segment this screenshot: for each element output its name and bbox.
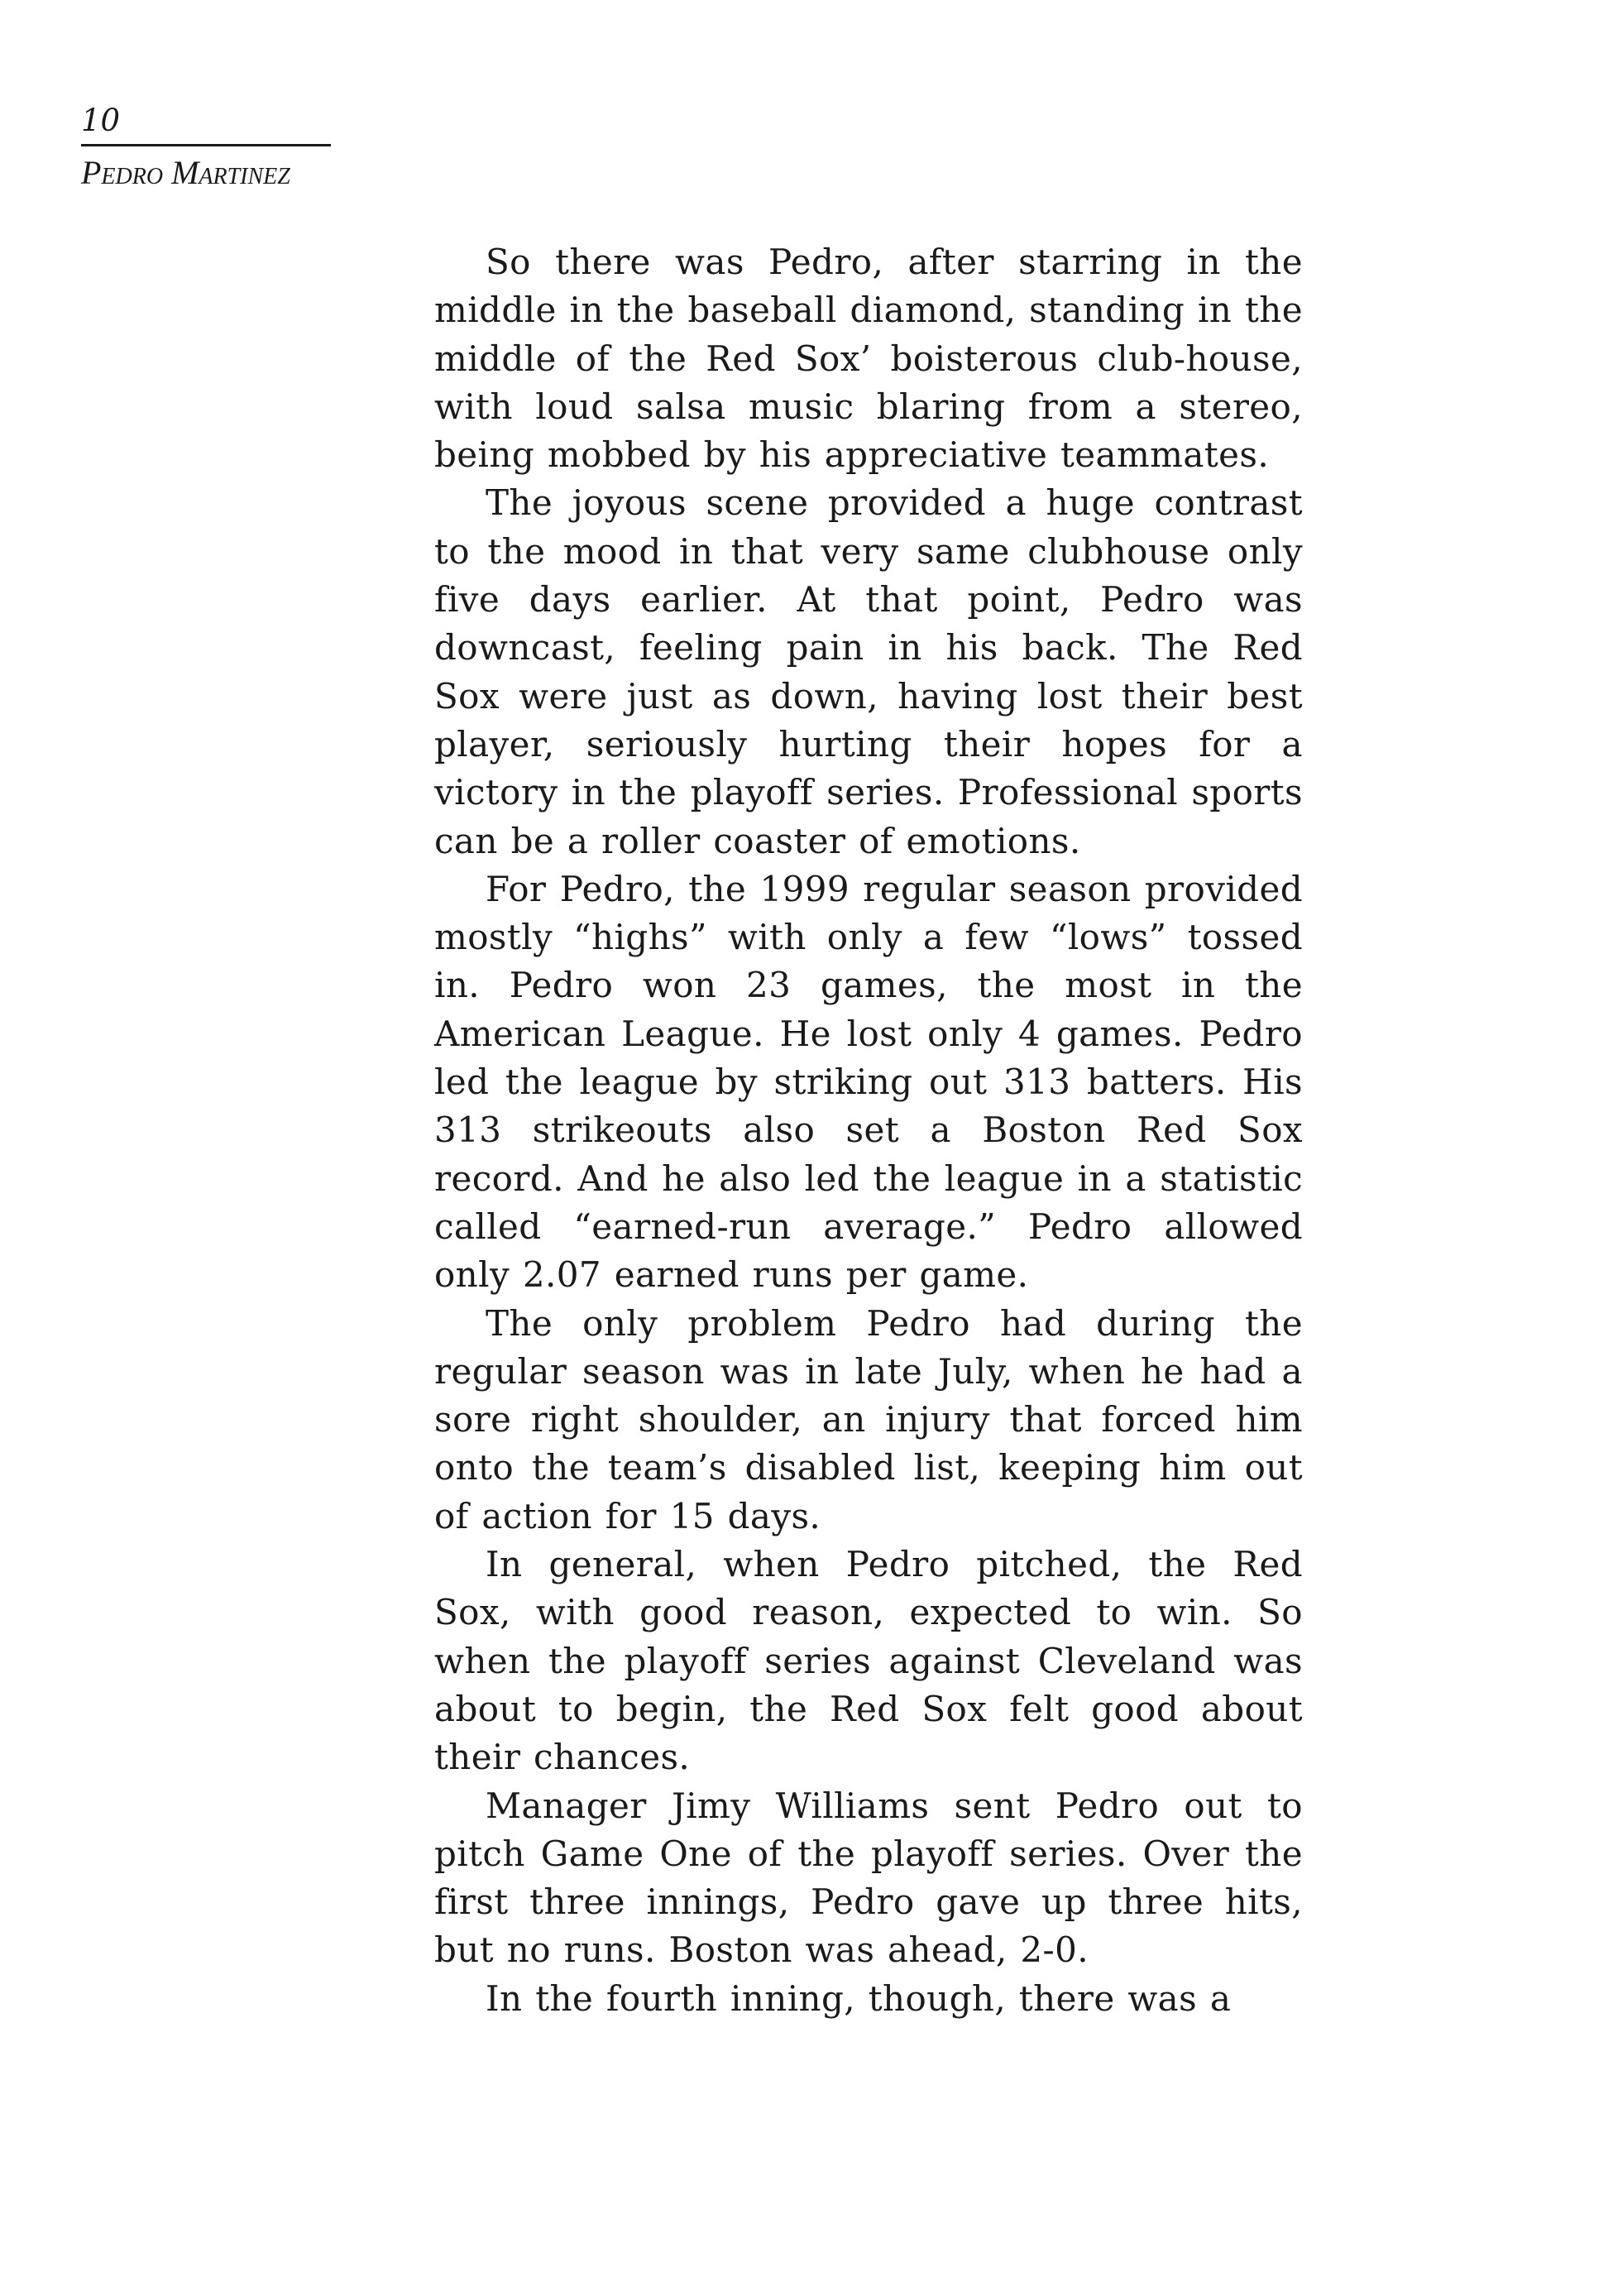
paragraph: The joyous scene provided a huge contrast to the mood in that very same clubhouse only five days earlier. At that point, Pedro was downcast, feeling pain in his back. The Red Sox were just as down, having lost their best player, seriously hurting their hopes for a victory in the playoff series. Professional sports can be a roller coaster of emotions.: [434, 482, 1303, 861]
running-title: Pedro Martinez: [81, 154, 290, 191]
paragraph: So there was Pedro, after starring in the middle in the baseball diamond, standing in the middle of the Red Sox’ boisterous club-house, with loud salsa music blaring from a stereo, being mobbed by his appreciative teammates.: [434, 242, 1303, 476]
paragraph: In the fourth inning, though, there was a: [486, 1977, 1232, 2019]
paragraph: In general, when Pedro pitched, the Red Sox, with good reason, expected to win. So when the playoff series against Cleveland was about to begin, the Red Sox felt good about their chances.: [434, 1544, 1303, 1778]
paragraph: For Pedro, the 1999 regular season provided mostly “highs” with only a few “lows” tossed in. Pedro won 23 games, the most in the American League. He lost only 4 games. Pedro led the league by striking out 313 batters. His 313 strikeouts also set a Boston Red Sox record. And he also led the league in a statistic called “earned-run average.” Pedro allowed only 2.07 earned runs per game.: [434, 868, 1303, 1296]
page-number: 10: [81, 103, 121, 138]
paragraph: The only problem Pedro had during the regular season was in late July, when he had a sore right shoulder, an injury that forced him onto the team’s disabled list, keeping him out of action for 15 days.: [434, 1302, 1303, 1536]
running-head: [81, 98, 331, 198]
header-rule: [81, 144, 331, 146]
paragraph: Manager Jimy Williams sent Pedro out to pitch Game One of the playoff series. Over the first three innings, Pedro gave up three hits, but no runs. Boston was ahead, 2-0.: [434, 1785, 1303, 1971]
body-text: [434, 238, 1303, 2023]
